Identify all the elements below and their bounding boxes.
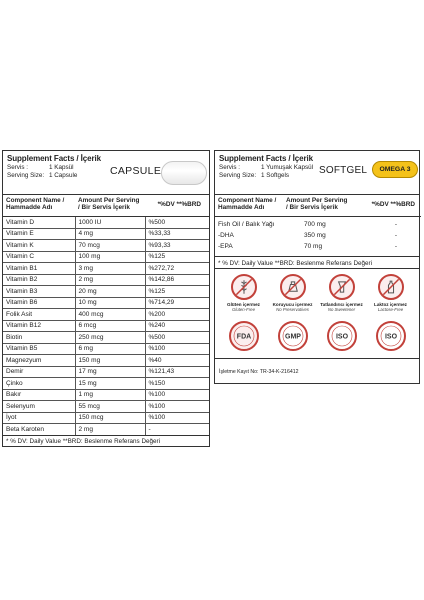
nutrient-dv: %125 [145,251,209,263]
nutrient-amount: 1 mg [75,389,145,401]
cert-text: GMP [284,333,301,341]
nutrient-amount: 70 mcg [75,240,145,252]
softgel-nutrient-table [215,219,421,252]
cert-text: ISO [335,333,348,341]
no-sweetener-icon [329,274,355,300]
nutrient-name: Vitamin K [3,240,75,252]
table-row [3,320,209,332]
registration-number: İşletme Kayıt No: TR-34-K-216412 [219,369,299,375]
nutrient-name: Biotin [3,332,75,344]
capsule-footer: * % DV: Daily Value **BRD: Beslenme Referans Değeri [3,435,209,447]
nutrient-dv: %500 [145,332,209,344]
table-row [3,366,209,378]
nutrient-name: Magnezyum [3,355,75,367]
table-row [3,355,209,367]
badge-sub: No Sweetener [327,306,356,312]
nutrient-name: Vitamin B2 [3,274,75,286]
nutrient-amount: 2 mg [75,424,145,436]
nutrient-dv: %125 [145,286,209,298]
table-row [3,251,209,263]
nutrient-name: Demir [3,366,75,378]
no-preservatives-icon [280,274,306,300]
nutrient-amount: 150 mg [75,355,145,367]
nutrient-amount: 17 mg [75,366,145,378]
nutrient-dv: - [394,242,398,250]
capsule-facts-panel [2,150,210,447]
badge-label: Glüten içermez [227,301,260,307]
nutrient-amount: 10 mg [75,297,145,309]
softgel-facts-panel [214,150,420,384]
nutrient-amount: 15 mg [75,378,145,390]
nutrient-dv: %93,33 [145,240,209,252]
gmp-icon [277,320,309,352]
serving-tr-val: 1 Kapsül [49,164,74,171]
certification-logos [215,312,419,352]
nutrient-name: -DHA [218,231,234,239]
iso-22000-icon [375,320,407,352]
badge [270,274,316,312]
table-row [3,274,209,286]
free-from-badges [215,269,419,312]
badge [319,274,365,312]
nutrient-name: Beta Karoten [3,424,75,436]
badge [221,274,267,312]
badge-sub: Gluten-Free [232,306,255,312]
capsule-nutrient-table [3,217,209,436]
nutrient-dv: %714,29 [145,297,209,309]
softgel-table-header [215,195,421,217]
nutrient-dv: %272,72 [145,263,209,275]
nutrient-amount: 400 mcg [75,309,145,321]
table-row [3,297,209,309]
table-row [3,286,209,298]
omega3-softgel-icon: OMEGA 3 [372,161,418,178]
table-row [3,240,209,252]
badge-sub: No Preservatives [276,306,309,312]
cert-text: FDA [236,333,251,341]
table-row [3,424,209,436]
nutrient-dv: - [145,424,209,436]
nutrient-amount: 1000 IU [75,217,145,229]
nutrient-amount: 2 mg [75,274,145,286]
col-component: Component Name / Hammadde Adı [218,197,277,212]
softgel-footer: * % DV: Daily Value **BRD: Beslenme Referans Değeri [215,256,419,269]
fda-icon [228,320,260,352]
table-row [3,309,209,321]
softgel-header [215,151,419,195]
col-component: Component Name / Hammadde Adı [6,197,65,212]
badge-label: Koruyucu içermez [272,301,313,307]
nutrient-amount: 55 mcg [75,401,145,413]
table-row [3,343,209,355]
iso-icon [326,320,358,352]
softgel-form-label: SOFTGEL [319,165,368,176]
nutrient-amount: 700 mg [304,220,326,228]
capsule-header [3,151,209,195]
nutrient-dv: %121,43 [145,366,209,378]
table-row [3,378,209,390]
capsule-table-header [3,195,209,217]
nutrient-dv: %142,86 [145,274,209,286]
nutrient-name: Bakır [3,389,75,401]
serving-tr-val: 1 Yumuşak Kapsül [261,164,314,171]
nutrient-name: Vitamin B6 [3,297,75,309]
nutrient-amount: 4 mg [75,228,145,240]
serving-en-val: 1 Softgels [261,171,290,179]
serving-tr-key: Servis : [219,164,240,171]
serving-tr-key: Servis : [7,164,28,171]
nutrient-name: Vitamin B3 [3,286,75,298]
col-dv: *%DV **%BRD [157,200,201,208]
nutrient-name: Selenyum [3,401,75,413]
nutrient-dv: %100 [145,412,209,424]
badge [368,274,414,312]
nutrient-amount: 3 mg [75,263,145,275]
nutrient-amount: 350 mg [304,231,326,239]
nutrient-dv: %33,33 [145,228,209,240]
nutrient-name: Vitamin E [3,228,75,240]
gluten-free-icon [231,274,257,300]
cert-text: ISO [384,333,397,341]
table-row [3,332,209,344]
nutrient-dv: - [394,220,398,228]
col-amount: Amount Per Serving / Bir Servis İçerik [78,197,140,212]
capsule-form-label: CAPSULE [110,165,162,177]
nutrient-amount: 150 mcg [75,412,145,424]
table-row [215,219,421,230]
nutrient-dv: %100 [145,401,209,413]
nutrient-dv: %240 [145,320,209,332]
serving-en-key: Serving Size: [219,171,257,179]
nutrient-dv: %100 [145,343,209,355]
nutrient-dv: %200 [145,309,209,321]
nutrient-amount: 6 mg [75,343,145,355]
table-row [3,228,209,240]
table-row [3,217,209,229]
nutrient-amount: 250 mcg [75,332,145,344]
table-row [215,230,421,241]
nutrient-name: Vitamin D [3,217,75,229]
nutrient-amount: 6 mcg [75,320,145,332]
table-row [3,263,209,275]
nutrient-dv: %40 [145,355,209,367]
divider [215,358,419,359]
nutrient-dv: %150 [145,378,209,390]
table-row [3,389,209,401]
nutrient-amount: 100 mg [75,251,145,263]
nutrient-name: -EPA [218,242,233,250]
nutrient-name: İyot [3,412,75,424]
capsule-title: Supplement Facts / İçerik [7,154,101,163]
nutrient-name: Fish Oil / Balık Yağı [218,220,275,228]
nutrient-name: Vitamin B5 [3,343,75,355]
capsule-pill-icon [161,161,207,185]
badge-label: Tatlandırıcı içermez [320,301,363,307]
col-amount: Amount Per Serving / Bir Servis İçerik [286,197,348,212]
col-dv: *%DV **%BRD [371,200,415,208]
badge-label: Laktoz içermez [374,301,407,307]
nutrient-name: Vitamin B1 [3,263,75,275]
nutrient-name: Vitamin B12 [3,320,75,332]
lactose-free-icon [378,274,404,300]
serving-en-val: 1 Capsule [49,171,78,179]
nutrient-amount: 20 mg [75,286,145,298]
nutrient-name: Vitamin C [3,251,75,263]
nutrient-amount: 70 mg [304,242,323,250]
table-row [3,412,209,424]
nutrient-name: Folik Asit [3,309,75,321]
table-row [215,241,421,252]
softgel-title: Supplement Facts / İçerik [219,154,313,163]
table-row [3,401,209,413]
serving-en-key: Serving Size: [7,171,45,179]
nutrient-dv: - [394,231,398,239]
nutrient-dv: %100 [145,389,209,401]
nutrient-dv: %500 [148,218,166,226]
badge-sub: Lactose-Free [377,306,404,312]
nutrient-name: Çinko [3,378,75,390]
